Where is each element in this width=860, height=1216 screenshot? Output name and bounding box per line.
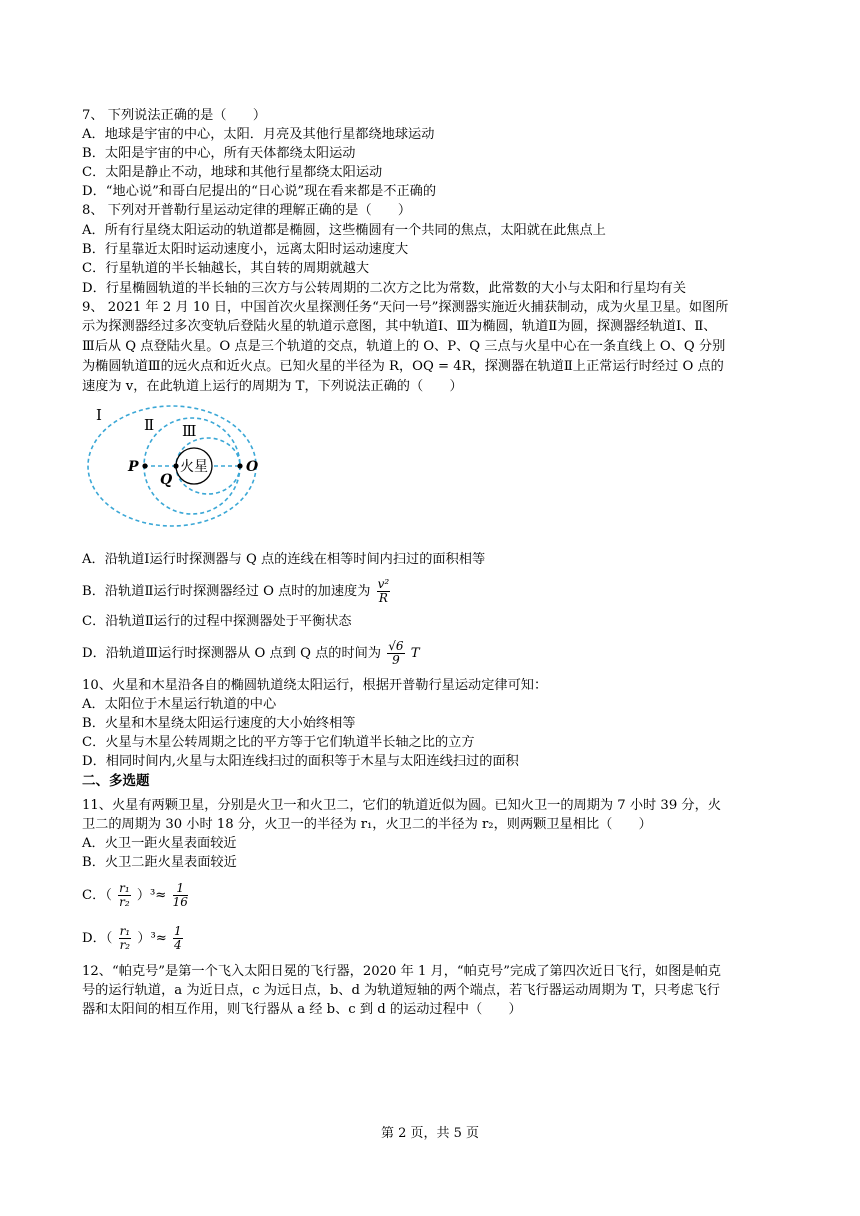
q9-stem-line-3: Ⅲ后从 Q 点登陆火星。O 点是三个轨道的交点，轨道上的 O、P、Q 三点与火星中心在一条直线上 O、Q 分别 <box>82 339 726 354</box>
q11-option-c <box>82 882 782 909</box>
q11-option-d-fraction <box>173 925 183 952</box>
point-O <box>237 463 242 468</box>
q11-option-d-ratio-num: r₁ <box>119 924 131 938</box>
label-O: O <box>246 459 259 475</box>
q11-option-d-num: 1 <box>174 924 182 938</box>
label-P: P <box>128 459 139 475</box>
point-P <box>142 463 147 468</box>
point-Q <box>173 463 178 468</box>
label-orbit-III: Ⅲ <box>182 422 197 440</box>
q11-stem-line-1: 11、火星有两颗卫星，分别是火卫一和火卫二，它们的轨道近似为圆。已知火卫一的周期为 7 小时 39 分，火 <box>82 798 721 813</box>
q11-option-c-num: 1 <box>173 882 188 896</box>
q9-option-a: A．沿轨道Ⅰ运行时探测器与 Q 点的连线在相等时间内扫过的面积相等 <box>82 552 486 567</box>
q11-stem-line-2: 卫二的周期为 30 小时 18 分，火卫一的半径为 r₁，火卫二的半径为 r₂，则两颗卫星相比（ ） <box>82 817 652 832</box>
q8-option-a: A．所有行星绕太阳运动的轨道都是椭圆，这些椭圆有一个共同的焦点，太阳就在此焦点上 <box>82 223 606 238</box>
q11-option-c-fraction <box>173 882 188 909</box>
q11-option-d-label: D．（ <box>82 931 113 946</box>
q11-option-c-ratio <box>118 882 131 909</box>
q9-option-b-denominator: R <box>378 591 388 605</box>
q9-option-d-tail: T <box>410 646 420 661</box>
q11-option-d-mid: ）³≈ <box>137 931 167 946</box>
q9-stem-line-1: 9、 2021 年 2 月 10 日，中国首次火星探测任务“天问一号”探测器实施近火捕获制动，成为火星卫星。如图所 <box>82 300 729 315</box>
q8-option-d: D．行星椭圆轨道的半长轴的三次方与公转周期的二次方之比为常数，此常数的大小与太阳和行星均有关 <box>82 281 687 296</box>
q9-option-d-numerator: √6 <box>388 639 404 653</box>
q9-stem-line-2: 示为探测器经过多次变轨后登陆火星的轨道示意图，其中轨道Ⅰ、Ⅲ为椭圆，轨道Ⅱ为圆，探测器经轨道Ⅰ、Ⅱ、 <box>82 319 717 334</box>
q10-option-a: A．太阳位于木星运行轨道的中心 <box>82 697 277 712</box>
q7-option-c: C．太阳是静止不动，地球和其他行星都绕太阳运动 <box>82 165 383 180</box>
q9-stem-line-5: 速度为 v，在此轨道上运行的周期为 T，下列说法正确的（ ） <box>82 379 463 394</box>
q11-option-c-den: 16 <box>172 895 188 909</box>
q8-option-c: C．行星轨道的半长轴越长，其自转的周期就越大 <box>82 261 370 276</box>
q8-option-b: B．行星靠近太阳时运动速度小，远离太阳时运动速度大 <box>82 242 409 257</box>
q11-option-d-ratio <box>119 925 132 952</box>
q11-option-c-ratio-num: r₁ <box>119 881 130 895</box>
q11-option-d-den: 4 <box>174 938 182 952</box>
label-Q: Q <box>160 472 173 488</box>
q9-option-b-text: B．沿轨道Ⅱ运行时探测器经过 O 点时的加速度为 <box>82 584 371 599</box>
q9-option-d-fraction <box>387 640 404 667</box>
q9-option-d-text: D．沿轨道Ⅲ运行时探测器从 O 点到 Q 点的时间为 <box>82 646 382 661</box>
q9-option-d <box>82 640 782 667</box>
q11-option-d-ratio-den: r₂ <box>119 938 131 952</box>
q9-option-d-denominator: 9 <box>392 653 400 667</box>
q10-option-b: B．火星和木星绕太阳运行速度的大小始终相等 <box>82 716 356 731</box>
q7-option-d: D．“地心说”和哥白尼提出的“日心说”现在看来都是不正确的 <box>82 184 437 199</box>
orbit-diagram <box>84 398 264 528</box>
q9-option-b-fraction <box>377 578 391 605</box>
q8-stem: 8、 下列对开普勒行星运动定律的理解正确的是（ ） <box>82 203 412 218</box>
q11-option-d <box>82 925 782 952</box>
q10-option-c: C．火星与木星公转周期之比的平方等于它们轨道半长轴之比的立方 <box>82 735 475 750</box>
label-orbit-I: Ⅰ <box>96 406 102 424</box>
q9-option-b-numerator: v² <box>377 577 390 591</box>
q7-option-a: A．地球是宇宙的中心，太阳．月亮及其他行星都绕地球运动 <box>82 127 435 142</box>
q10-stem: 10、火星和木星沿各自的椭圆轨道绕太阳运行，根据开普勒行星运动定律可知： <box>82 678 548 693</box>
q11-option-b: B．火卫二距火星表面较近 <box>82 855 237 870</box>
q9-stem-line-4: 为椭圆轨道Ⅲ的远火点和近火点。已知火星的半径为 R，OQ = 4R，探测器在轨道Ⅱ上正常运行时经过 O 点的 <box>82 359 724 374</box>
q12-stem-line-1: 12、“帕克号”是第一个飞入太阳日冕的飞行器，2020 年 1 月，“帕克号”完成了第四次近日飞行，如图是帕克 <box>82 964 721 979</box>
q11-option-c-label: C．（ <box>82 888 112 903</box>
figure-background <box>84 398 264 528</box>
q9-option-b <box>82 578 782 605</box>
mars-label: 火星 <box>180 459 208 475</box>
label-orbit-II: Ⅱ <box>144 416 155 434</box>
page-footer: 第 2 页，共 5 页 <box>380 1126 480 1141</box>
q9-option-c: C．沿轨道Ⅱ运行的过程中探测器处于平衡状态 <box>82 614 352 629</box>
q11-option-c-mid: ）³≈ <box>136 888 167 903</box>
q12-stem-line-2: 号的运行轨道，a 为近日点，c 为远日点，b、d 为轨道短轴的两个端点，若飞行器运动周期为 T，只考虑飞行 <box>82 983 720 998</box>
q11-option-c-ratio-den: r₂ <box>119 895 130 909</box>
q7-option-b: B．太阳是宇宙的中心，所有天体都绕太阳运动 <box>82 146 356 161</box>
q12-stem-line-3: 器和太阳间的相互作用，则飞行器从 a 经 b、c 到 d 的运动过程中（ ） <box>82 1002 522 1017</box>
q7-stem: 7、 下列说法正确的是（ ） <box>82 108 267 123</box>
section-heading: 二、多选题 <box>82 773 150 789</box>
q11-option-a: A．火卫一距火星表面较近 <box>82 836 237 851</box>
q10-option-d: D．相同时间内,火星与太阳连线扫过的面积等于木星与太阳连线扫过的面积 <box>82 754 519 769</box>
